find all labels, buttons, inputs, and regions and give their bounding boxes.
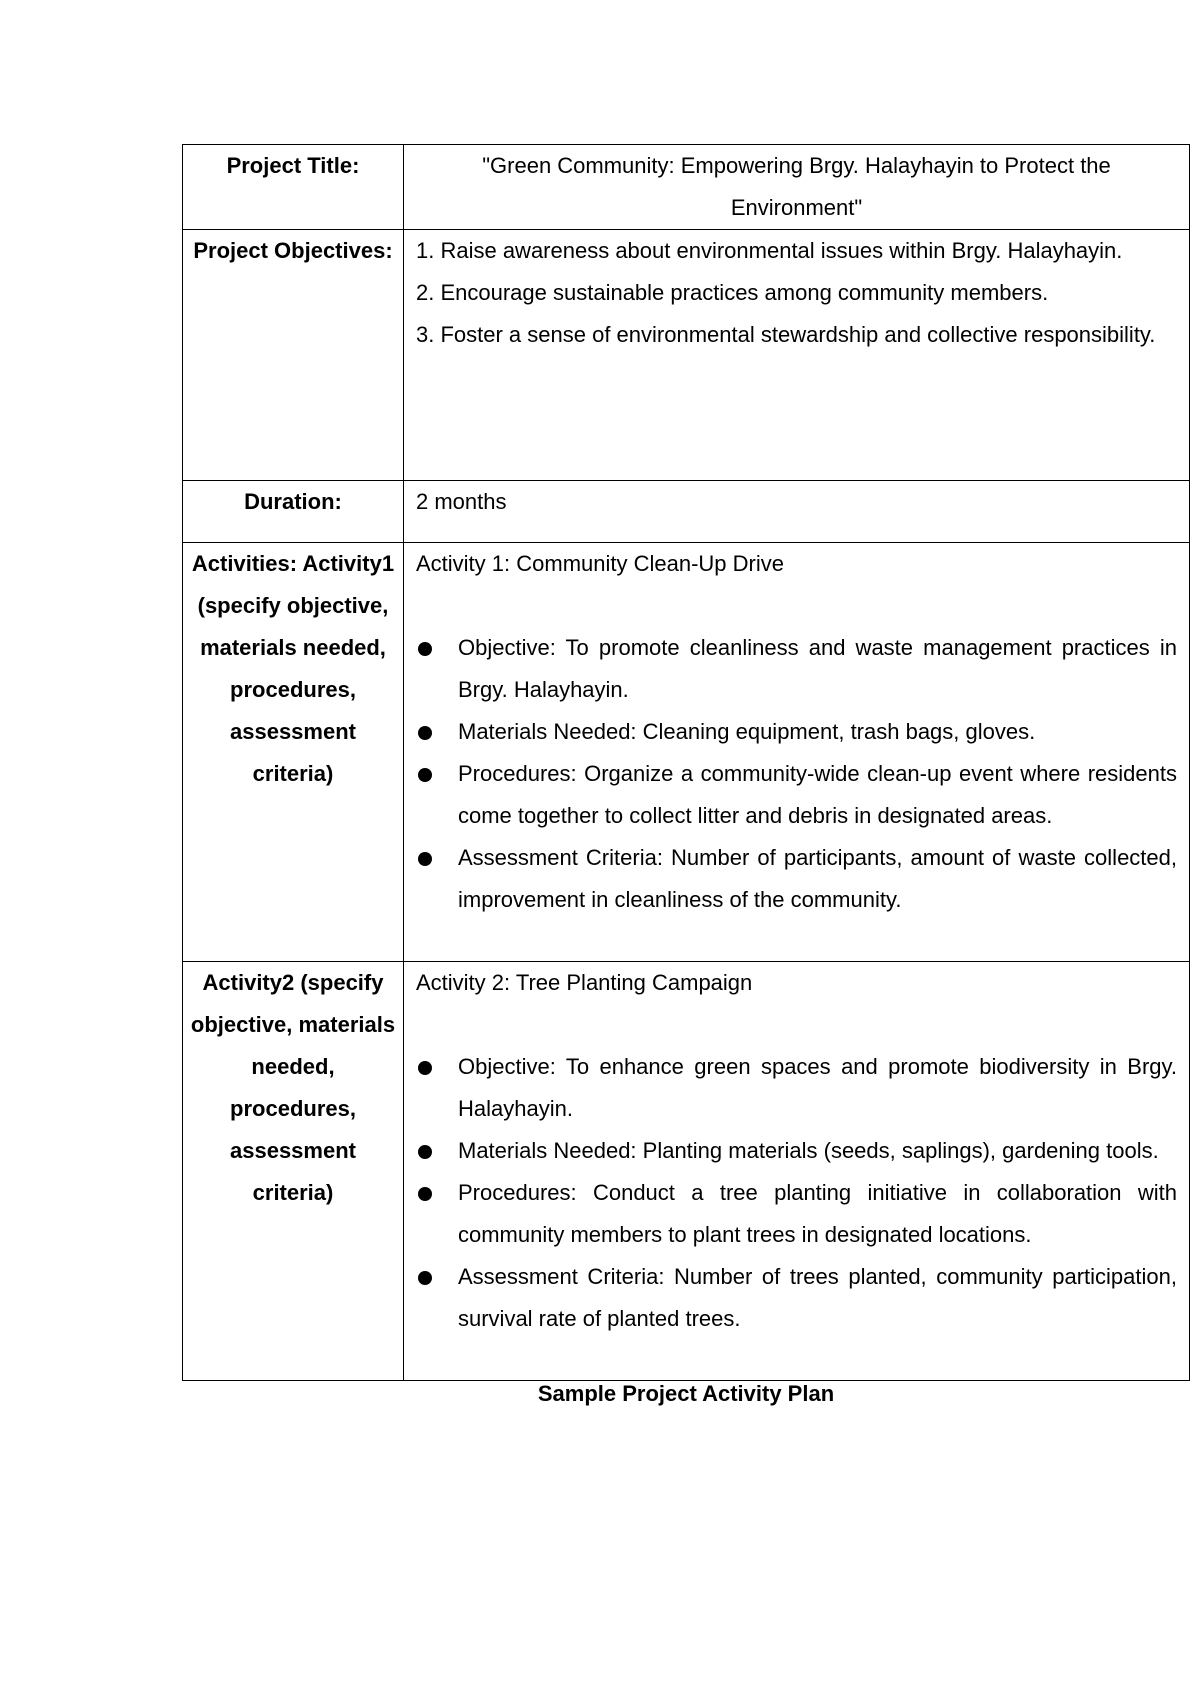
activity-1-heading: Activity 1: Community Clean-Up Drive — [416, 551, 784, 576]
project-objectives-cell — [404, 230, 1190, 481]
bullet-icon — [418, 1271, 432, 1285]
objective-item: 1. Raise awareness about environmental issues within Brgy. Halayhayin. — [416, 238, 1123, 263]
activity-1-bullet-list — [416, 627, 1177, 921]
activity-2-cell — [404, 962, 1190, 1381]
bullet-icon — [418, 1061, 432, 1075]
duration-label: Duration: — [183, 481, 404, 543]
bullet-icon — [418, 1145, 432, 1159]
row-activity-2 — [183, 962, 1190, 1381]
list-item: Assessment Criteria: Number of participants, amount of waste collected, improvement in cleanliness of the community. — [416, 837, 1177, 921]
activity-2-label: Activity2 (specify objective, materials needed, procedures, assessment criteria) — [183, 962, 404, 1381]
objective-item: 3. Foster a sense of environmental stewardship and collective responsibility. — [416, 322, 1156, 347]
list-item: Objective: To enhance green spaces and promote biodiversity in Brgy. Halayhayin. — [416, 1046, 1177, 1130]
activity-1-cell — [404, 543, 1190, 962]
bullet-icon — [418, 642, 432, 656]
project-title-label: Project Title: — [183, 145, 404, 230]
table-caption: Sample Project Activity Plan — [537, 1381, 835, 1406]
project-plan-table — [182, 144, 1190, 1381]
list-item: Materials Needed: Cleaning equipment, trash bags, gloves. — [416, 711, 1177, 753]
bullet-icon — [418, 852, 432, 866]
activity-2-heading: Activity 2: Tree Planting Campaign — [416, 970, 753, 995]
list-item: Procedures: Organize a community-wide clean-up event where residents come together to collect litter and debris in designated areas. — [416, 753, 1177, 837]
list-item: Assessment Criteria: Number of trees planted, community participation, survival rate of planted trees. — [416, 1256, 1177, 1340]
list-item: Materials Needed: Planting materials (seeds, saplings), gardening tools. — [416, 1130, 1177, 1172]
list-item: Procedures: Conduct a tree planting initiative in collaboration with community members to plant trees in designated locations. — [416, 1172, 1177, 1256]
bullet-icon — [418, 1187, 432, 1201]
activity-2-bullet-list — [416, 1046, 1177, 1340]
duration-value: 2 months — [404, 481, 1190, 543]
row-project-title — [183, 145, 1190, 230]
activity-1-label: Activities: Activity1 (specify objective, materials needed, procedures, assessment criteria) — [183, 543, 404, 962]
row-activity-1 — [183, 543, 1190, 962]
bullet-icon — [418, 726, 432, 740]
project-title-value: "Green Community: Empowering Brgy. Halayhayin to Protect the Environment" — [404, 145, 1190, 230]
objective-item: 2. Encourage sustainable practices among community members. — [416, 280, 1049, 305]
row-duration — [183, 481, 1190, 543]
project-objectives-label: Project Objectives: — [183, 230, 404, 481]
row-project-objectives — [183, 230, 1190, 481]
list-item: Objective: To promote cleanliness and waste management practices in Brgy. Halayhayin. — [416, 627, 1177, 711]
bullet-icon — [418, 768, 432, 782]
